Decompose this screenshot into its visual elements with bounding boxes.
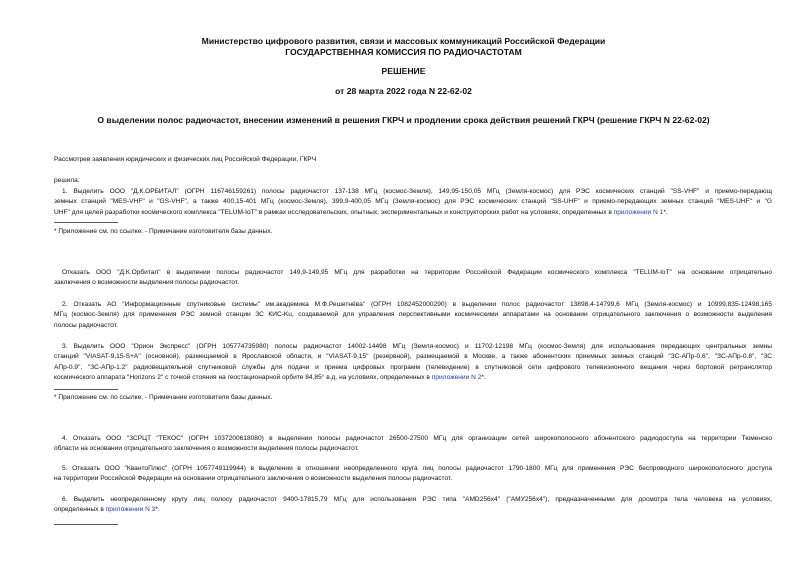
item-4-line: области на основании отрицательного заключения о возможности выделения полосы радиочастот. (54, 445, 359, 453)
footnote-divider (54, 524, 118, 525)
item-5 (54, 464, 772, 485)
document-title: О выделении полос радиочастот, внесении изменений в решения ГКРЧ и продлении срока действия решений ГКРЧ (решение ГКРЧ N 22-62-02) (97, 115, 710, 125)
item-6-text: определенных в (54, 506, 106, 514)
footnote-divider (54, 389, 118, 390)
appendix-1-link[interactable]: приложении N 1 (613, 208, 664, 216)
item-6-line-last (54, 505, 772, 515)
item-1-text: UHF" для целей разработки космического комплекса "TELUM-IoT" в рамках исследовательских, опытных, экспериментальных и конструкторских работ на условиях, определенных в (54, 208, 614, 216)
item-5-line: 5. Отказать ООО "КвантоПлюс" (ОГРН 1057749119944) в выделении в отношении неопределенного круга лиц полосы радиочастот 1790-1800 МГц для применения РЭС беспроводного широкополосного доступа (62, 465, 772, 472)
item-4-line: 4. Отказать ООО "ЗСРЦТ "ТЕКОС" (ОГРН 1037200618080) в выделении полосы радиочастот 26500-27500 МГц для организации сетей широкополосного абонентского радиодоступа на территории Тюменско (62, 435, 772, 442)
ministry-name: Министерство цифрового развития, связи и массовых коммуникаций Российской Федерации (201, 36, 606, 46)
refusal-paragraph (54, 268, 772, 289)
item-3-line: станций "VIASAT-9,15-S+A" (основной), размещаемой в Ярославской области, и "VIASAT-9,15" (резервной), размещаемой в Москве, а также абонентских приемных земных станций "ЗС-АПр-0.6", "ЗС-АПр-0.8", "ЗС (54, 353, 772, 361)
item-1-line-last (54, 208, 772, 218)
item-5-line: на территории Российской Федерации на основании отрицательного заключения о возможности выделения полосы радиочастот. (54, 475, 453, 483)
document-date-number: от 28 марта 2022 года N 22-62-02 (335, 86, 472, 96)
item-3-asterisk: *. (481, 374, 486, 382)
item-2-line: МГц (космос-Земля) для применения РЭС земной станции ЗС КИС-Ku, создаваемой для управления перспективными космическими аппаратами на основании отрицательного заключения о возможности выделения (54, 311, 772, 319)
appendix-3-link[interactable]: приложении N 3 (105, 506, 156, 514)
item-1-asterisk: *. (663, 208, 668, 216)
item-2 (54, 300, 772, 331)
item-6-line: 6. Выделить неопределенному кругу лиц полосу радиочастот 9400-17815,79 МГц для использования РЭС типа "AMD256x4" ("AMУ256x4"), предназначенными для досмотра тела человека на условиях, (62, 496, 772, 503)
item-1-line: земных станций "MES-VHF" и "GS-VHF", а также 400,15-401 МГц (космос-Земля), 399,9-400,05 МГц (Земля-космос) для РЭС космических станций "SS-UHF" и приемо-передающих земных станций "MES-UHF" и "G (54, 198, 772, 206)
preamble (54, 155, 772, 165)
item-1-line: 1. Выделить ООО "Д.К.ОРБИТАЛ" (ОГРН 116746159261) полосы радиочастот 137-138 МГц (космос-Земля), 149,95-150,05 МГц (Земля-космос) для РЭС космических станций "SS-VHF" и приемо-передающ (62, 188, 772, 195)
item-3 (54, 342, 772, 384)
preamble-text: Рассмотрев заявления юридических и физических лиц Российской Федерации, ГКРЧ (54, 156, 317, 163)
item-1 (54, 187, 772, 218)
footnote-1: * Приложение см. по ссылке. - Примечание изготовителя базы данных. (54, 228, 273, 235)
appendix-2-link[interactable]: приложении N 2 (431, 374, 482, 382)
item-6 (54, 495, 772, 516)
item-3-text: космического аппарата "Horizons 2" с точкой стояния на геостационарной орбите 84,85° в.д. на условиях, определенных в (54, 374, 432, 382)
item-3-line: АПр-0.9", "ЗС-АПр-1.2" радиовещательной спутниковой службы для подачи и приема цифровых программ (телевидение) в спутниковой сети цифрового телевизионного вещания через бортовой ретранслятор (54, 363, 772, 371)
item-4 (54, 434, 772, 455)
refusal-line: Отказать ООО "Д.К.Орбитал" в выделении полосы радиочастот 149,9-149,95 МГц для разработки на территории Российской Федерации космического комплекса "TELUM-IoT" на основании отрицательно (62, 269, 772, 276)
footnote-2: * Приложение см. по ссылке. - Примечание изготовителя базы данных. (54, 394, 273, 401)
item-6-asterisk: *. (155, 506, 160, 514)
commission-name: ГОСУДАРСТВЕННАЯ КОМИССИЯ ПО РАДИОЧАСТОТАМ (285, 47, 522, 57)
refusal-line: заключения о возможности выделения полосы радиочастот. (54, 279, 240, 287)
item-2-line: полосы радиочастот. (54, 321, 118, 329)
item-2-line: 2. Отказать АО "Информационные спутниковые системы" им.академика М.Ф.Решетнёва" (ОГРН 1082452000290) в выделении полос радиочастот 13898,4-14799,6 МГц (Земля-космос) и 10999,835-12498,165 (62, 301, 772, 308)
document-type: РЕШЕНИЕ (381, 66, 426, 76)
item-3-line: 3. Выделить ООО "Орион Экспресс" (ОГРН 105774735980) полосы радиочастот 14002-14498 МГц (Земля-космос) и 11702-12198 МГц (космос-Земля) для использования передающих центральных земны (62, 343, 772, 350)
item-3-line-last (54, 373, 772, 383)
resolved-label (54, 176, 772, 186)
resolved-text: решила: (54, 177, 80, 184)
footnote-divider (54, 222, 118, 223)
